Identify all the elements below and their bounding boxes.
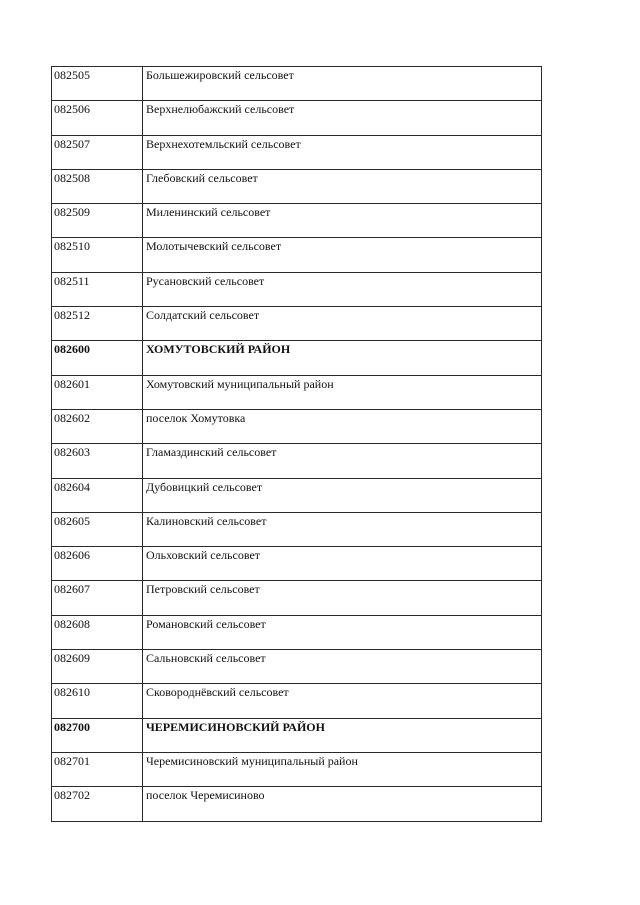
name-value: Молотычевский сельсовет [146, 239, 282, 254]
code-cell [52, 101, 143, 135]
code-value: 082702 [54, 788, 90, 803]
name-value: Калиновский сельсовет [146, 513, 267, 528]
name-value: Петровский сельсовет [146, 582, 260, 597]
code-value: 082507 [54, 136, 90, 151]
name-value: ХОМУТОВСКИЙ РАЙОН [146, 342, 291, 357]
name-cell [143, 650, 542, 684]
code-value: 082603 [54, 445, 90, 460]
code-cell [52, 581, 143, 615]
code-cell [52, 409, 143, 443]
code-cell [52, 752, 143, 786]
table-row [52, 581, 542, 615]
table-row [52, 375, 542, 409]
name-value: Хомутовский муниципальный район [146, 376, 334, 391]
name-value: Черемисиновский муниципальный район [146, 753, 358, 768]
code-value: 082605 [54, 513, 90, 528]
name-cell [143, 375, 542, 409]
name-value: Сальновский сельсовет [146, 651, 266, 666]
code-value: 082608 [54, 616, 90, 631]
code-value: 082701 [54, 753, 90, 768]
table-row [52, 409, 542, 443]
name-value: поселок Черемисиново [146, 788, 265, 803]
code-value: 082505 [54, 68, 90, 82]
code-cell [52, 169, 143, 203]
name-cell [143, 135, 542, 169]
name-cell [143, 718, 542, 752]
code-cell [52, 547, 143, 581]
name-value: Русановский сельсовет [146, 273, 265, 288]
name-cell [143, 307, 542, 341]
code-table-body [52, 67, 542, 822]
code-cell [52, 718, 143, 752]
name-cell [143, 615, 542, 649]
code-cell [52, 341, 143, 375]
code-cell [52, 204, 143, 238]
name-value: ЧЕРЕМИСИНОВСКИЙ РАЙОН [146, 719, 325, 734]
name-value: Верхнелюбажский сельсовет [146, 102, 295, 117]
table-row [52, 307, 542, 341]
table-row [52, 67, 542, 101]
name-cell [143, 512, 542, 546]
code-cell [52, 787, 143, 821]
table-row [52, 238, 542, 272]
name-cell [143, 238, 542, 272]
code-cell [52, 444, 143, 478]
name-cell [143, 341, 542, 375]
code-cell [52, 650, 143, 684]
table-row [52, 444, 542, 478]
name-cell [143, 204, 542, 238]
table-row [52, 752, 542, 786]
name-value: Верхнехотемльский сельсовет [146, 136, 301, 151]
table-row [52, 272, 542, 306]
code-cell [52, 684, 143, 718]
name-cell [143, 787, 542, 821]
code-value: 082604 [54, 479, 90, 494]
name-value: Гламаздинский сельсовет [146, 445, 277, 460]
code-table [51, 66, 542, 822]
table-row [52, 204, 542, 238]
name-cell [143, 684, 542, 718]
name-cell [143, 169, 542, 203]
code-value: 082512 [54, 308, 90, 323]
code-cell [52, 135, 143, 169]
name-cell [143, 752, 542, 786]
name-value: Дубовицкий сельсовет [146, 479, 263, 494]
table-row [52, 478, 542, 512]
name-cell [143, 581, 542, 615]
code-value: 082700 [54, 719, 90, 734]
code-value: 082610 [54, 685, 90, 700]
name-value: Романовский сельсовет [146, 616, 266, 631]
table-row-district-header [52, 341, 542, 375]
table-row [52, 512, 542, 546]
name-cell [143, 444, 542, 478]
table-row [52, 135, 542, 169]
name-value: Сковороднёвский сельсовет [146, 685, 289, 700]
name-value: Ольховский сельсовет [146, 548, 261, 563]
name-cell [143, 101, 542, 135]
code-value: 082602 [54, 410, 90, 425]
code-value: 082606 [54, 548, 90, 563]
code-value: 082609 [54, 651, 90, 666]
name-cell [143, 409, 542, 443]
code-cell [52, 615, 143, 649]
name-value: Большежировский сельсовет [146, 68, 294, 82]
code-value: 082509 [54, 205, 90, 220]
code-cell [52, 307, 143, 341]
name-value: поселок Хомутовка [146, 410, 246, 425]
code-value: 082510 [54, 239, 90, 254]
table-row-district-header [52, 718, 542, 752]
table-row [52, 787, 542, 821]
code-cell [52, 238, 143, 272]
code-cell [52, 67, 143, 101]
name-cell [143, 67, 542, 101]
table-row [52, 684, 542, 718]
code-value: 082506 [54, 102, 90, 117]
name-value: Миленинский сельсовет [146, 205, 271, 220]
table-row [52, 169, 542, 203]
code-value: 082511 [54, 273, 90, 288]
code-cell [52, 272, 143, 306]
code-value: 082508 [54, 170, 90, 185]
code-cell [52, 478, 143, 512]
code-value: 082607 [54, 582, 90, 597]
name-cell [143, 547, 542, 581]
name-cell [143, 478, 542, 512]
code-cell [52, 512, 143, 546]
table-row [52, 650, 542, 684]
table-row [52, 547, 542, 581]
table-row [52, 101, 542, 135]
code-cell [52, 375, 143, 409]
code-value: 082601 [54, 376, 90, 391]
name-value: Солдатский сельсовет [146, 308, 260, 323]
code-value: 082600 [54, 342, 90, 357]
name-cell [143, 272, 542, 306]
table-row [52, 615, 542, 649]
name-value: Глебовский сельсовет [146, 170, 258, 185]
